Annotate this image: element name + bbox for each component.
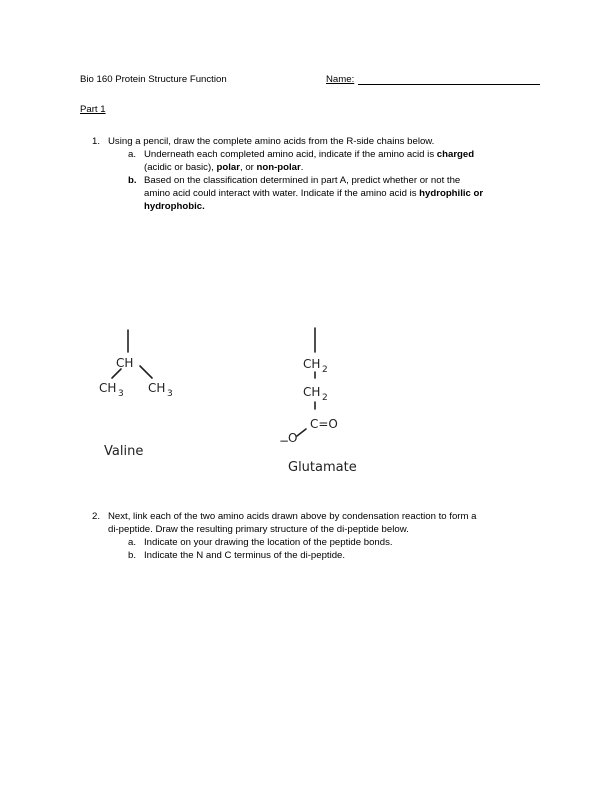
valine-ch3-left: CH xyxy=(99,381,117,395)
question-2a-letter: a. xyxy=(128,536,137,548)
valine-ch3-right-subscript: 3 xyxy=(167,389,173,399)
question-1a-letter: a. xyxy=(128,148,137,160)
glutamate-carbonyl: C=O xyxy=(310,417,338,431)
glutamate-ch2-top-subscript: 2 xyxy=(322,365,328,375)
question-1a-period: . xyxy=(300,161,304,173)
valine-left-bond xyxy=(112,369,121,378)
question-1b-letter: b. xyxy=(128,174,137,186)
valine-label: Valine xyxy=(104,444,144,459)
glutamate-label: Glutamate xyxy=(288,460,357,475)
hydrophobic-term: hydrophobic. xyxy=(144,200,205,212)
question-1b-text: amino acid could interact with water. Indicate if the amino acid is xyxy=(144,187,420,199)
question-2-line2: di-peptide. Draw the resulting primary structure of the di-peptide below. xyxy=(108,523,409,535)
question-2-number: 2. xyxy=(92,511,101,522)
valine-ch: CH xyxy=(116,356,134,370)
question-2b-text: Indicate the N and C terminus of the di-peptide. xyxy=(144,549,346,561)
hydrophilic-term: hydrophilic or xyxy=(419,187,484,199)
question-2-line1: Next, link each of the two amino acids drawn above by condensation reaction to form a xyxy=(108,511,477,522)
polar-term: polar xyxy=(216,161,240,173)
question-2b xyxy=(128,549,542,563)
part-1-heading: Part 1 xyxy=(80,104,106,115)
valine-ch3-right: CH xyxy=(148,381,166,395)
question-2a xyxy=(128,536,542,550)
glutamate-oxygen: O xyxy=(288,431,298,445)
glutamate-c-o-bond xyxy=(297,429,306,436)
valine-structure xyxy=(112,330,152,378)
name-label: Name: xyxy=(326,74,355,85)
glutamate-ch2-bottom-subscript: 2 xyxy=(322,393,328,403)
document-title: Bio 160 Protein Structure Function xyxy=(80,74,227,85)
question-2 xyxy=(92,511,542,563)
question-1-text: Using a pencil, draw the complete amino acids from the R-side chains below. xyxy=(108,136,435,147)
question-1a-text: Underneath each completed amino acid, indicate if the amino acid is xyxy=(144,148,437,160)
question-2b-letter: b. xyxy=(128,549,137,561)
valine-ch3-left-subscript: 3 xyxy=(118,389,124,399)
question-1-number: 1. xyxy=(92,136,101,147)
glutamate-ch2-top: CH xyxy=(303,357,321,371)
question-2a-text: Indicate on your drawing the location of the peptide bonds. xyxy=(144,536,393,548)
question-1a-or: , or xyxy=(239,161,257,173)
charged-term: charged xyxy=(436,148,475,160)
valine-right-bond xyxy=(140,366,152,378)
question-1a-text-2: (acidic or basic), xyxy=(144,161,217,173)
question-1b-line1: Based on the classification determined in part A, predict whether or not the xyxy=(144,174,461,186)
nonpolar-term: non-polar xyxy=(256,161,301,173)
glutamate-minus: − xyxy=(279,434,290,448)
glutamate-ch2-bottom: CH xyxy=(303,385,321,399)
